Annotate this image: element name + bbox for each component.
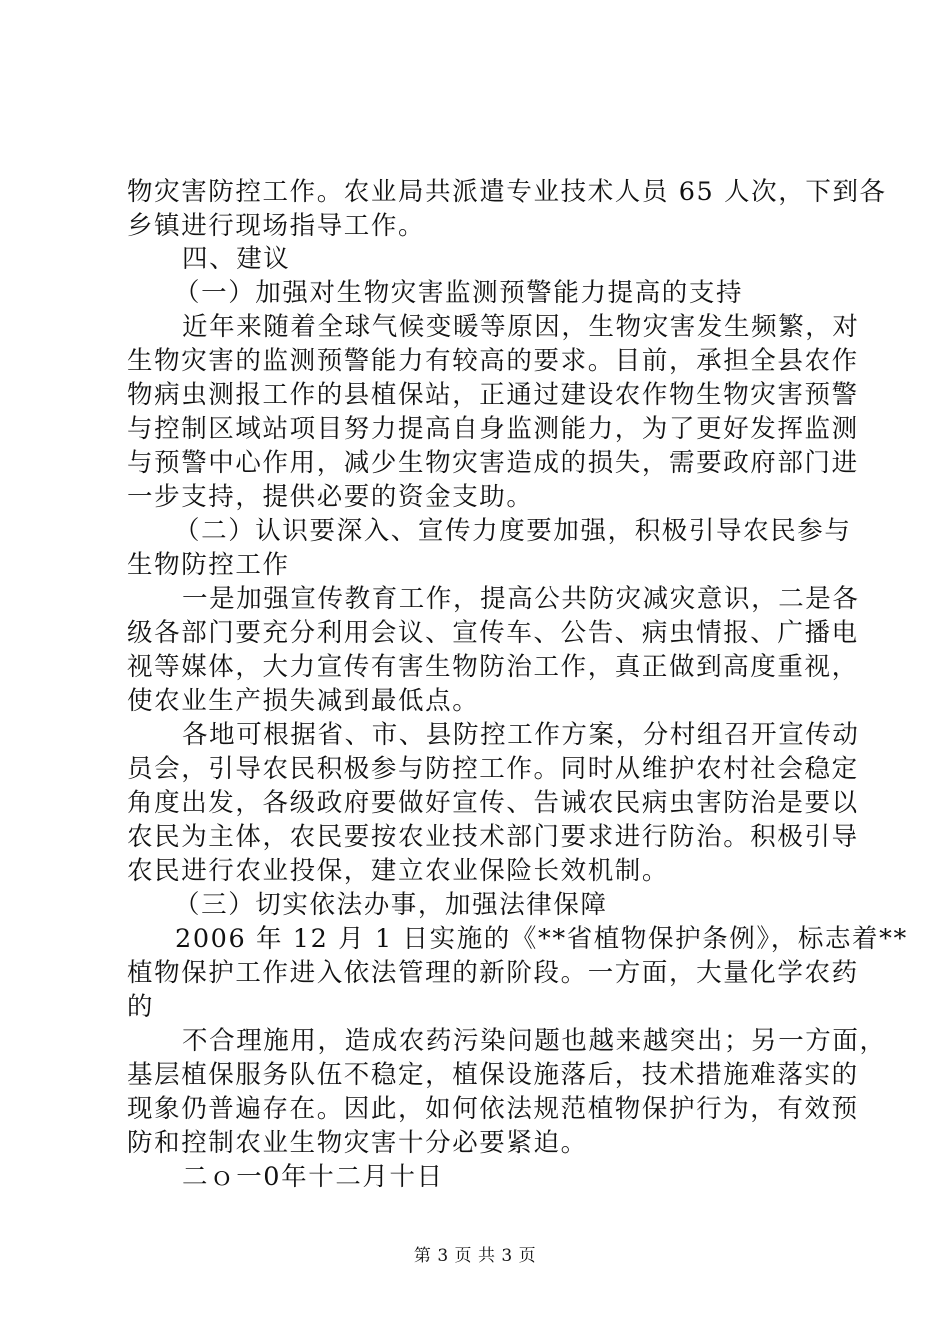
text-line-15: 视等媒体，大力宣传有害生物防治工作，真正做到高度重视， — [127, 652, 859, 682]
text-line-13: 一是加强宣传教育工作，提高公共防灾减灾意识，二是各 — [182, 584, 860, 614]
text-line-12: 生物防控工作 — [127, 550, 290, 580]
text-line-17: 各地可根据省、市、县防控工作方案，分村组召开宣传动 — [182, 720, 860, 750]
section-heading: 四、建议 — [182, 244, 291, 274]
text-line-18: 员会，引导农民积极参与防控工作。同时从维护农村社会稳定 — [127, 754, 859, 784]
text-line-7: 物病虫测报工作的县植保站，正通过建设农作物生物灾害预警 — [127, 380, 859, 410]
document-date: 二ｏ一0年十二月十日 — [182, 1162, 444, 1192]
text-line-6: 生物灾害的监测预警能力有较高的要求。目前，承担全县农作 — [127, 346, 859, 376]
text-line-16: 使农业生产损失减到最低点。 — [127, 686, 480, 716]
text-line-10: 一步支持，提供必要的资金支助。 — [127, 482, 534, 512]
text-line-28: 现象仍普遍存在。因此，如何依法规范植物保护行为，有效预 — [127, 1094, 859, 1124]
subsection-heading-1: （一）加强对生物灾害监测预警能力提高的支持 — [174, 278, 744, 308]
text-line-20: 农民为主体，农民要按农业技术部门要求进行防治。积极引导 — [127, 822, 859, 852]
text-line-24: 植物保护工作进入依法管理的新阶段。一方面，大量化学农药 — [127, 958, 859, 988]
text-line-5: 近年来随着全球气候变暖等原因，生物灾害发生频繁，对 — [182, 312, 860, 342]
text-line-2: 乡镇进行现场指导工作。 — [127, 211, 426, 241]
subsection-heading-3: （三）切实依法办事，加强法律保障 — [174, 890, 608, 920]
text-line-1: 物灾害防控工作。农业局共派遣专业技术人员 65 人次，下到各 — [127, 177, 887, 207]
text-line-8: 与控制区域站项目努力提高自身监测能力，为了更好发挥监测 — [127, 414, 859, 444]
text-line-19: 角度出发，各级政府要做好宣传、告诫农民病虫害防治是要以 — [127, 788, 859, 818]
text-line-27: 基层植保服务队伍不稳定，植保设施落后，技术措施难落实的 — [127, 1060, 859, 1090]
text-line-21: 农民进行农业投保，建立农业保险长效机制。 — [127, 856, 670, 886]
text-line-9: 与预警中心作用，减少生物灾害造成的损失，需要政府部门进 — [127, 448, 859, 478]
text-line-14: 级各部门要充分利用会议、宣传车、公告、病虫情报、广播电 — [127, 618, 859, 648]
text-line-26: 不合理施用，造成农药污染问题也越来越突出；另一方面， — [182, 1026, 887, 1056]
text-line-25: 的 — [127, 992, 155, 1022]
subsection-heading-2: （二）认识要深入、宣传力度要加强，积极引导农民参与 — [174, 516, 852, 546]
text-line-29: 防和控制农业生物灾害十分必要紧迫。 — [127, 1128, 588, 1158]
page-footer: 第 3 页 共 3 页 — [413, 1246, 537, 1266]
text-line-23: 2006 年 12 月 1 日实施的《**省植物保护条例》，标志着** — [175, 924, 908, 954]
